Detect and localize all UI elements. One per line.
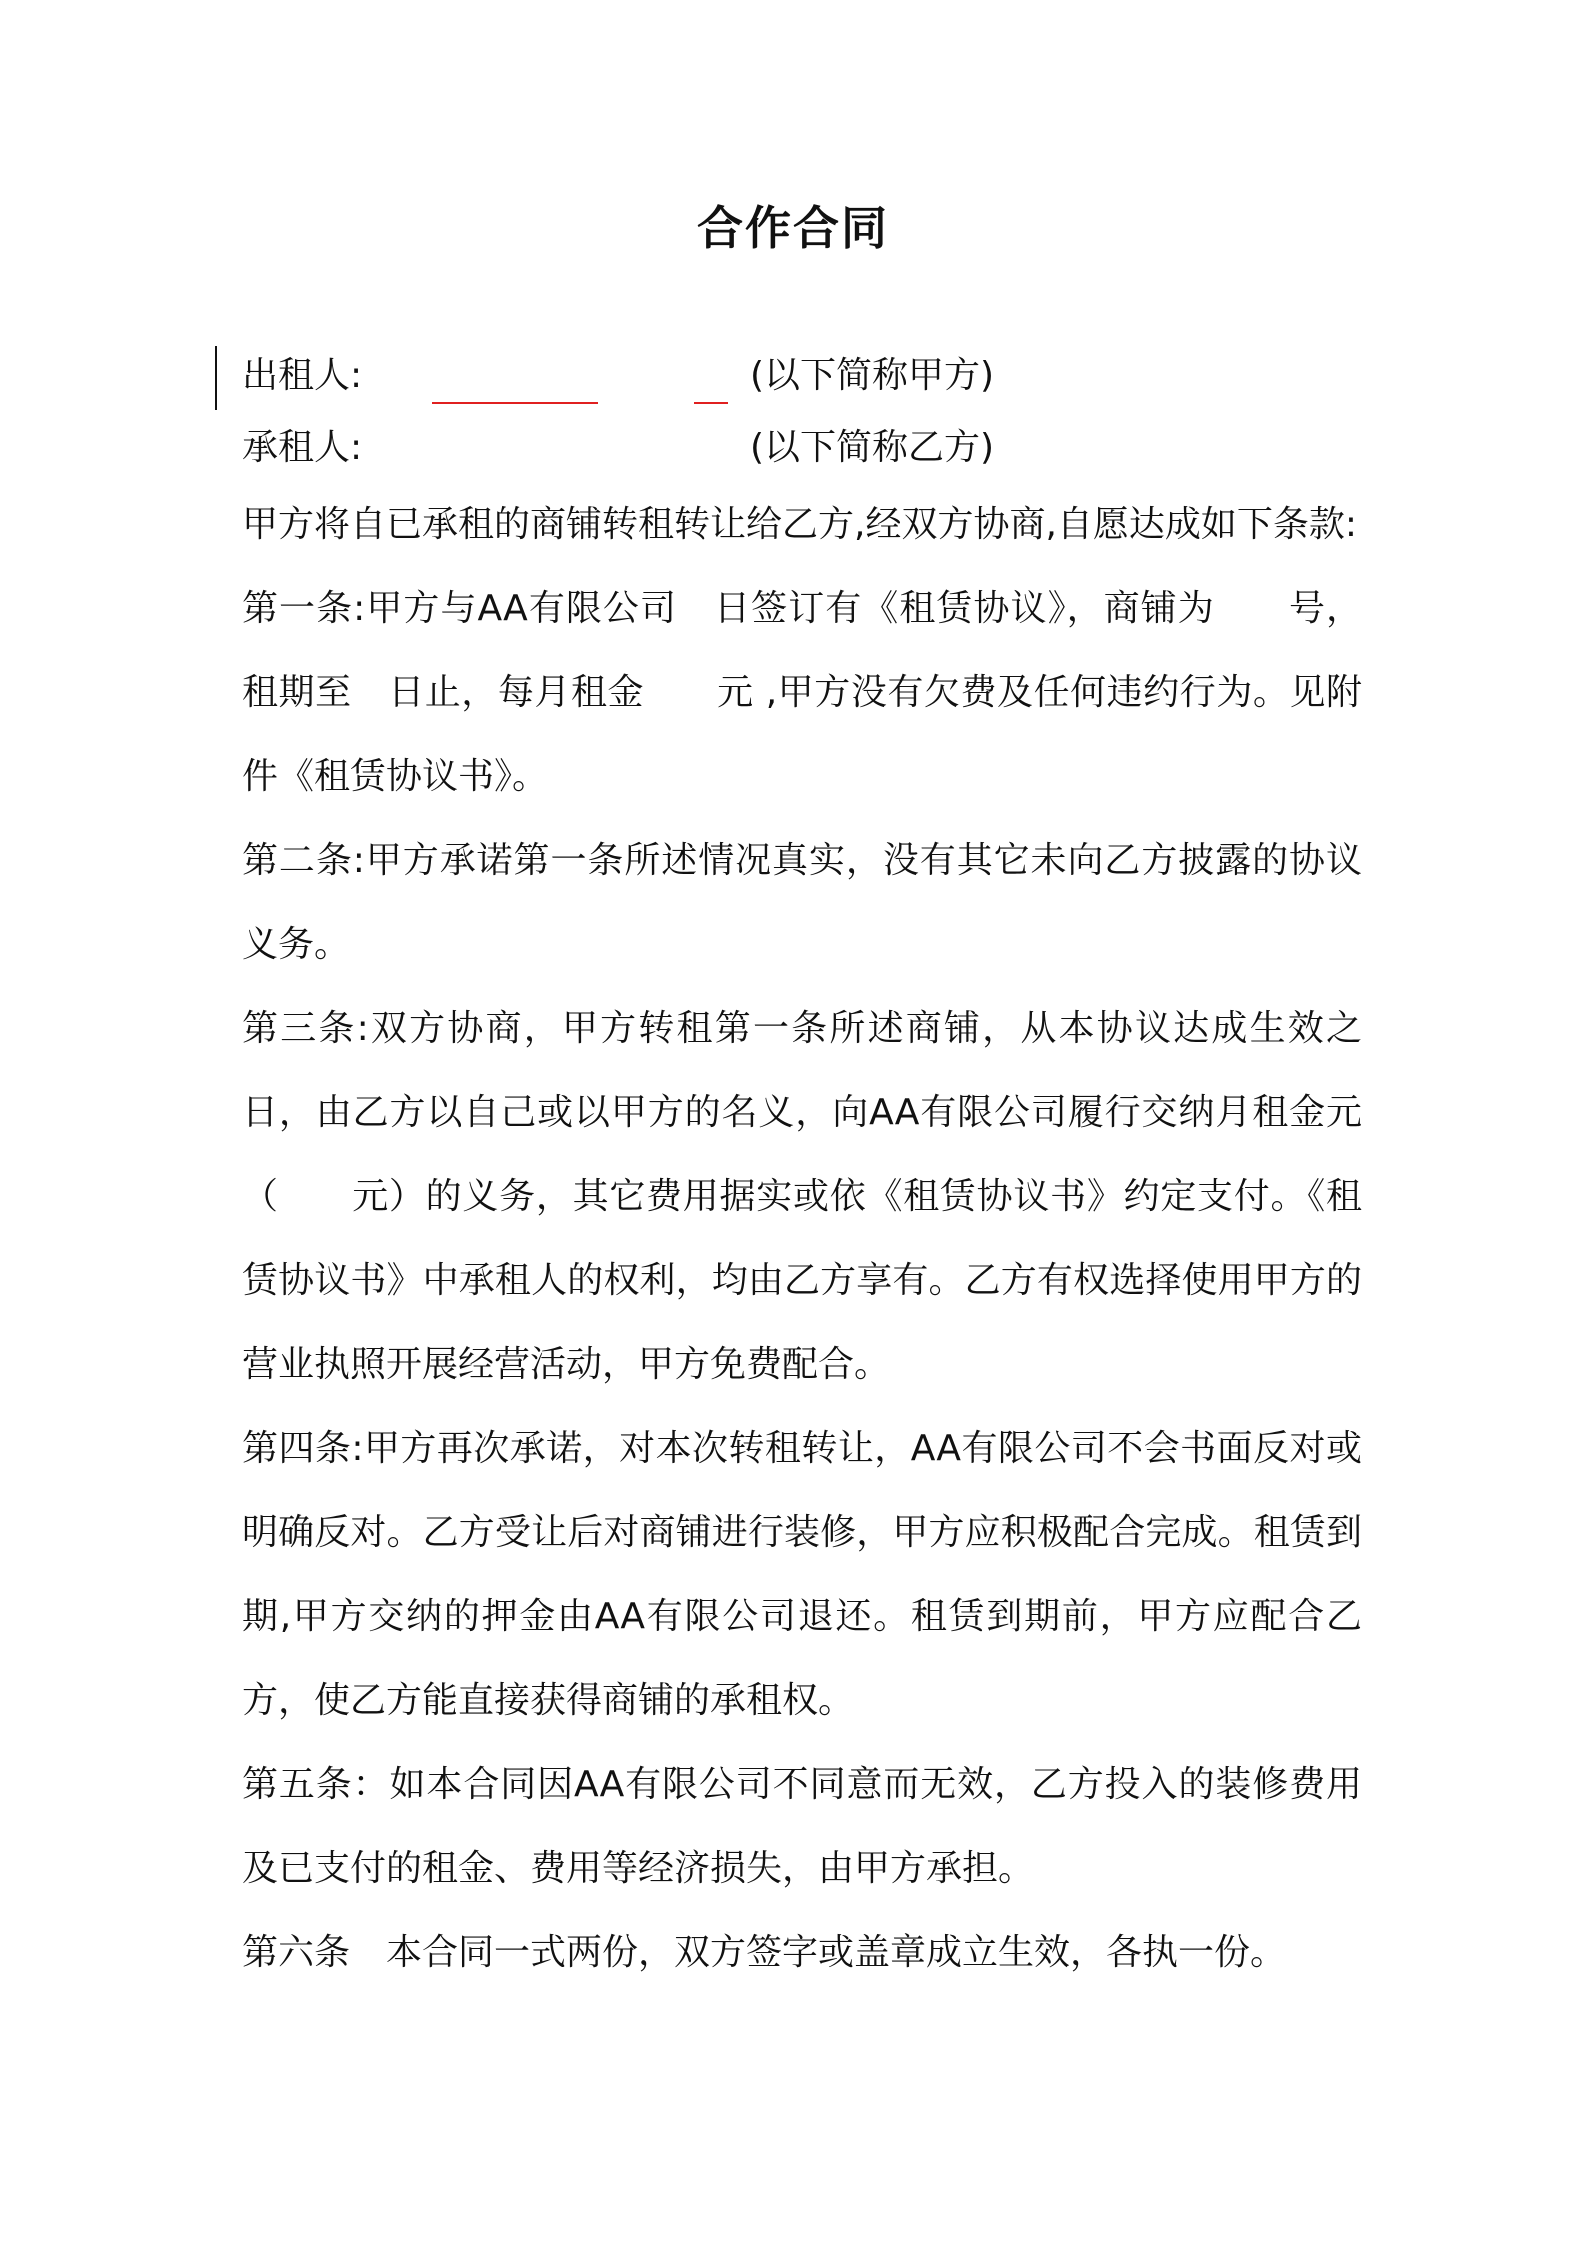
article-2: 第二条:甲方承诺第一条所述情况真实，没有其它未向乙方披露的协议义务。 <box>242 840 1362 965</box>
lessee-label: 承租人: <box>242 427 363 468</box>
contract-body <box>242 483 1362 1995</box>
article-6: 第六条 本合同一式两份，双方签字或盖章成立生效，各执一份。 <box>242 1932 1287 1973</box>
lessor-label: 出租人: <box>242 355 363 396</box>
lessee-note: (以下简称乙方) <box>750 427 995 468</box>
article-4: 第四条:甲方再次承诺，对本次转租转让，AA有限公司不会书面反对或明确反对。乙方受让后对商铺进行装修，甲方应积极配合完成。租赁到期,甲方交纳的押金由AA有限公司退还。租赁到期前，甲方应配合乙方，使乙方能直接获得商铺的承租权。 <box>242 1428 1362 1721</box>
text-cursor <box>215 346 217 410</box>
lessor-note: (以下简称甲方) <box>750 355 995 396</box>
article-1: 第一条:甲方与AA有限公司 日签订有《租赁协议》，商铺为 号，租期至 日止，每月租金 元 ,甲方没有欠费及任何违约行为。见附件《租赁协议书》。 <box>242 588 1362 797</box>
article-3: 第三条:双方协商，甲方转租第一条所述商铺，从本协议达成生效之日，由乙方以自己或以甲方的名义，向AA有限公司履行交纳月租金元（ 元）的义务，其它费用据实或依《租赁协议书》约定支付。《租赁协议书》中承租人的权利，均由乙方享有。乙方有权选择使用甲方的营业执照开展经营活动，甲方免费配合。 <box>242 1008 1362 1385</box>
lessor-name-blank <box>432 402 598 404</box>
lessor-line <box>242 346 1042 406</box>
preamble-paragraph: 甲方将自已承租的商铺转租转让给乙方,经双方协商,自愿达成如下条款: <box>242 504 1358 545</box>
lessor-name-blank-end <box>694 402 728 404</box>
document-title: 合作合同 <box>697 201 889 255</box>
article-5: 第五条：如本合同因AA有限公司不同意而无效，乙方投入的装修费用及已支付的租金、费用等经济损失，由甲方承担。 <box>242 1764 1362 1889</box>
lessee-line <box>242 418 1042 478</box>
